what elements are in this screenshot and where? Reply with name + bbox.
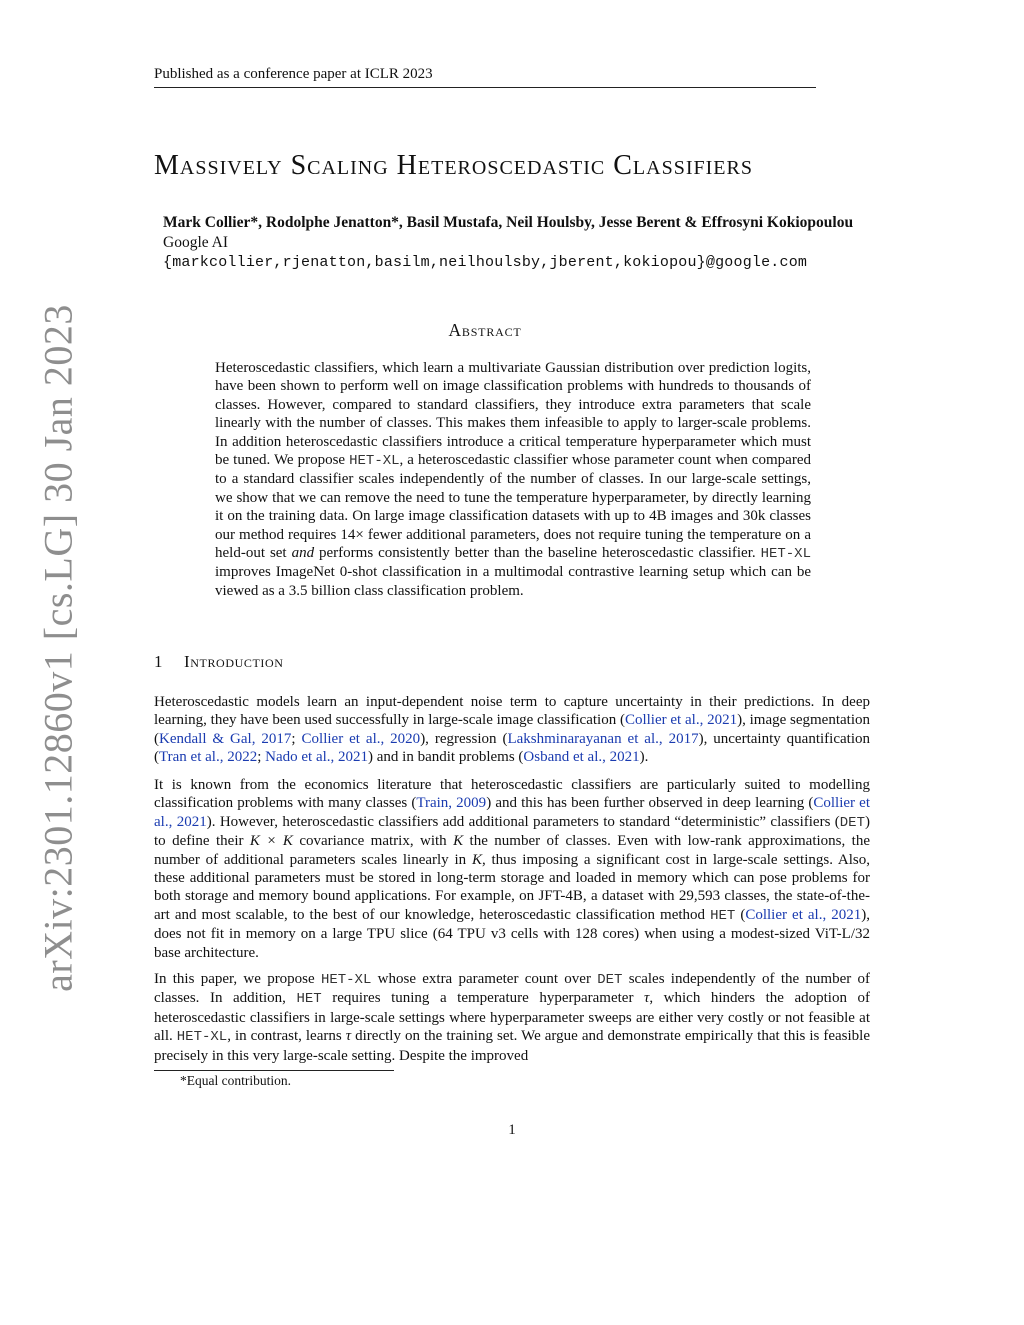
body-text: In this paper, we propose — [154, 971, 321, 987]
math-expression: τ — [345, 1028, 352, 1045]
intro-paragraph-3 — [154, 970, 870, 1065]
paper-title: Massively Scaling Heteroscedastic Classifiers — [154, 150, 753, 181]
method-name-code: DET — [597, 972, 623, 988]
citation-link[interactable]: Collier et al., 2021 — [154, 795, 870, 830]
body-text: ), does not fit in memory on a large TPU slice (64 TPU v3 cells with 128 cores) when using a modest-sized ViT-L/32 base architecture. — [154, 906, 871, 961]
body-text: ( — [735, 906, 746, 923]
body-text: ), regression ( — [420, 730, 508, 747]
footnote-divider — [154, 1070, 394, 1071]
author-names: Mark Collier*, Rodolphe Jenatton*, Basil Mustafa, Neil Houlsby, Jesse Berent & Effrosyni Kokiopoulou — [163, 214, 854, 231]
citation-link[interactable]: Nado et al., 2021 — [265, 749, 369, 766]
body-text: ) to define their — [154, 813, 870, 850]
section-title: Introduction — [184, 652, 284, 671]
body-text: directly on the training set. We argue and demonstrate empirically that this is feasible precisely in this very large-scale setting. Despite the improved — [154, 1028, 871, 1064]
body-text: scales independently of the number of classes. In addition, — [154, 971, 870, 1007]
body-text: ), uncertainty quantification ( — [154, 730, 870, 766]
body-text: ) and this has been further observed in deep learning ( — [486, 795, 814, 812]
footnote: *Equal contribution. — [180, 1073, 291, 1088]
body-text: Heteroscedastic models learn an input-dependent noise term to capture uncertainty in their predictions. In deep learning, they have been used successfully in large-scale image classification ( — [154, 694, 870, 729]
running-header: Published as a conference paper at ICLR 2023 — [154, 66, 816, 88]
math-expression: K — [453, 833, 464, 850]
body-text: ). However, heteroscedastic classifiers add additional parameters to standard “deterministic” classifiers ( — [206, 813, 840, 830]
citation-link[interactable]: Tran et al., 2022 — [159, 749, 258, 766]
body-text: whose extra parameter count over — [371, 971, 598, 987]
author-block — [163, 213, 923, 273]
abstract-text: Heteroscedastic classifiers, which learn a multivariate Gaussian distribution over prediction logits, have been shown to perform well on image classification problems with hundreds to thousands of classes. However, compared to standard classifiers, they introduce extra parameters that scale linearly with the number of classes. This makes them infeasible to apply to larger-scale problems. In addition heteroscedastic classifiers introduce a critical temperature hyperparameter which must be tuned. We propose — [215, 360, 811, 469]
citation-link[interactable]: Kendall & Gal, 2017 — [159, 730, 292, 747]
body-text: , which hinders the adoption of heteroscedastic classifiers in large-scale settings where hyperparameter sweeps are either very costly or not feasible at all. — [154, 990, 870, 1045]
intro-paragraph-2 — [154, 776, 870, 962]
method-name-code: HET — [710, 907, 736, 924]
body-text: , thus imposing a significant cost in large-scale settings. Also, these additional parameters must be stored in long-term storage and loaded in memory which can pose problems for both storage and memory bound applications. For example, on JFT-4B, a dataset with 29,593 classes, the state-of-the-art and most scalable, to the best of our knowledge, heteroscedastic classification method — [154, 851, 870, 923]
body-text: ). — [639, 749, 649, 766]
citation-link[interactable]: Lakshminarayanan et al., 2017 — [507, 730, 699, 747]
abstract-body — [215, 359, 811, 600]
math-expression: τ — [644, 990, 650, 1007]
citation-link[interactable]: Collier et al., 2021 — [624, 712, 738, 729]
intro-paragraph-1 — [154, 693, 870, 767]
method-name-code: DET — [839, 814, 865, 831]
method-name-code: HET-XL — [349, 453, 400, 470]
body-text: the number of classes. Even with low-rank approximations, the number of additional parameters scales linearly in — [154, 833, 870, 868]
body-text: ), image segmentation ( — [154, 712, 871, 747]
math-expression: K × K — [249, 833, 293, 850]
method-name-code: HET — [296, 991, 322, 1008]
author-emails: {markcollier,rjenatton,basilm,neilhoulsby,jberent,kokiopou}@google.com — [163, 254, 808, 271]
abstract-text: performs consistently better than the baseline heteroscedastic classifier. — [314, 545, 761, 562]
citation-link[interactable]: Collier et al., 2021 — [745, 906, 862, 923]
abstract-text: improves ImageNet 0-shot classification in a multimodal contrastive learning setup which can be viewed as a 3.5 billion class classification problem. — [215, 564, 811, 599]
citation-link[interactable]: Collier et al., 2020 — [301, 730, 421, 747]
abstract-emphasis: and — [291, 545, 315, 562]
math-expression: K — [471, 851, 482, 868]
abstract-text: , a heteroscedastic classifier whose parameter count when compared to a standard classifier scales independently of the number of classes. In our large-scale settings, we show that we can remove the need to tune the temperature hyperparameter, by directly learning it on the training data. On large image classification datasets with up to 4B images and 30k classes our method requires 14× fewer additional parameters, does not require tuning the temperature on a held-out set — [215, 452, 811, 562]
body-text: ; — [257, 749, 266, 766]
body-text: ; — [291, 730, 302, 747]
section-heading-introduction — [154, 652, 754, 672]
method-name-code: HET-XL — [760, 546, 811, 563]
section-number: 1 — [154, 652, 164, 671]
citation-link[interactable]: Train, 2009 — [416, 795, 487, 812]
body-text: requires tuning a temperature hyperparameter — [321, 990, 644, 1007]
body-text: It is known from the economics literature that heteroscedastic classifiers are particularly suited to modelling classification problems with many classes ( — [154, 777, 870, 812]
body-text: ) and in bandit problems ( — [368, 749, 524, 766]
page-number: 1 — [508, 1122, 516, 1138]
body-text: covariance matrix, with — [292, 833, 454, 850]
citation-link[interactable]: Osband et al., 2021 — [523, 749, 640, 766]
method-name-code: HET-XL — [176, 1029, 228, 1046]
abstract-heading: Abstract — [448, 320, 522, 340]
body-text: , in contrast, learns — [227, 1028, 346, 1045]
affiliation: Google AI — [163, 234, 229, 251]
method-name-code: HET-XL — [320, 972, 372, 988]
arxiv-stamp: arXiv:2301.12860v1 [cs.LG] 30 Jan 2023 — [35, 304, 81, 992]
